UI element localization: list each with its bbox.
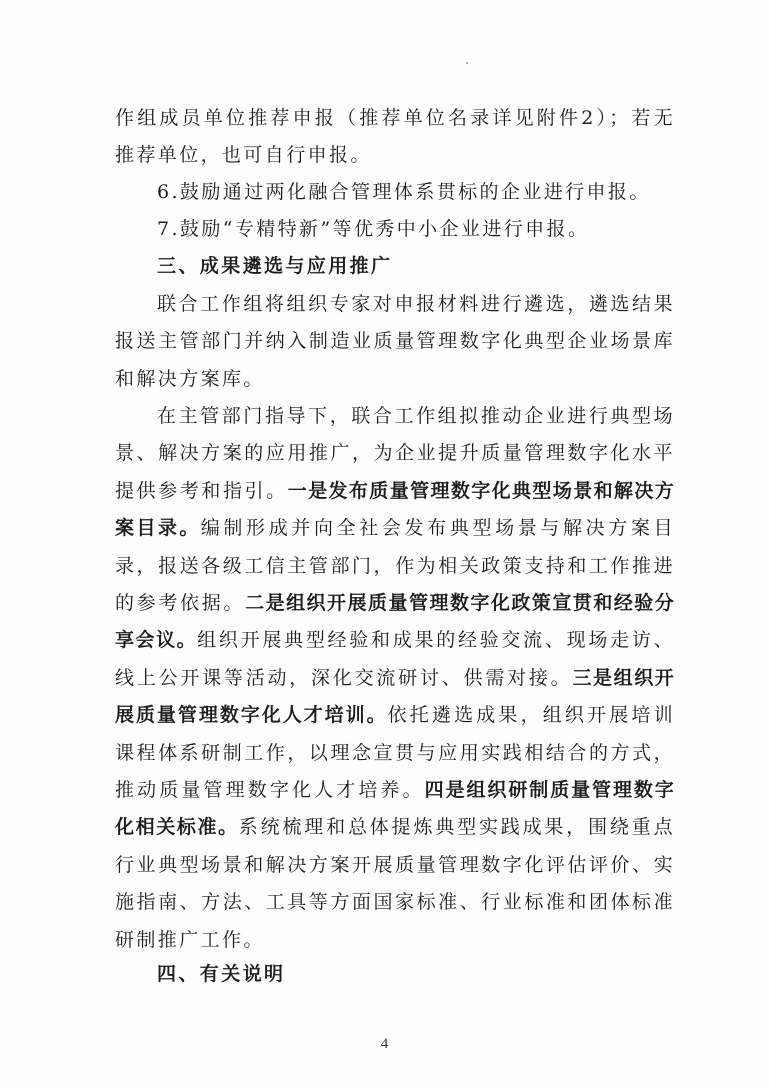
emphasis-point-2: 二是组织开展质量管理数字化政策宣贯和经验分享会议。	[115, 592, 675, 652]
section-heading-4: 四、有关说明	[157, 963, 286, 985]
paragraph-text: 系统梳理和总体提炼典型实践成果，围绕重点行业典型场景和解决方案开展质量管理数字化评估评价、实施指南、方法、工具等方面国家标准、行业标准和团体标准研制推广工作。	[115, 816, 675, 951]
emphasis-point-3: 三是组织开展质量管理数字化人才培训。	[115, 666, 675, 727]
page-number: 4	[380, 1036, 389, 1052]
list-item-6	[115, 174, 675, 211]
paragraph-text: 在主管部门指导下，联合工作组拟推动企业进行典型场景、解决方案的应用推广，为企业提升质量管理数字化水平提供参考和指引。	[115, 405, 675, 502]
list-item-text: 6.鼓励通过两化融合管理体系贯标的企业进行申报。	[157, 181, 651, 203]
section-heading-3: 三、成果遴选与应用推广	[157, 255, 393, 277]
list-item-7	[115, 211, 675, 248]
scan-speck	[466, 62, 468, 64]
paragraph-text: 编制形成并向全社会发布典型场景与解决方案目录，报送各级工信主管部门，作为相关政策支持和工作推进的参考依据。	[115, 517, 675, 615]
paragraph-text: 依托遴选成果，组织开展培训课程体系研制工作，以理念宣贯与应用实践相结合的方式，推动质量管理数字化人才培养。	[115, 704, 675, 802]
paragraph-text: 组织开展典型经验和成果的经验交流、现场走访、线上公开课等活动，深化交流研讨、供需对接。	[115, 629, 675, 689]
section3-paragraph-2	[115, 398, 675, 959]
section3-paragraph-1	[115, 286, 675, 398]
list-item-text: 7.鼓励“专精特新”等优秀中小企业进行申报。	[157, 218, 590, 240]
emphasis-point-1: 一是发布质量管理数字化典型场景和解决方案目录。	[115, 479, 675, 540]
paragraph-text: 联合工作组将组织专家对申报材料进行遴选，遴选结果报送主管部门并纳入制造业质量管理数字化典型企业场景库和解决方案库。	[115, 293, 675, 390]
paragraph-text: 作组成员单位推荐申报（推荐单位名录详见附件2）；若无推荐单位，也可自行申报。	[115, 107, 675, 167]
emphasis-point-4: 四是组织研制质量管理数字化相关标准。	[115, 779, 675, 839]
paragraph-continuation	[115, 100, 675, 175]
